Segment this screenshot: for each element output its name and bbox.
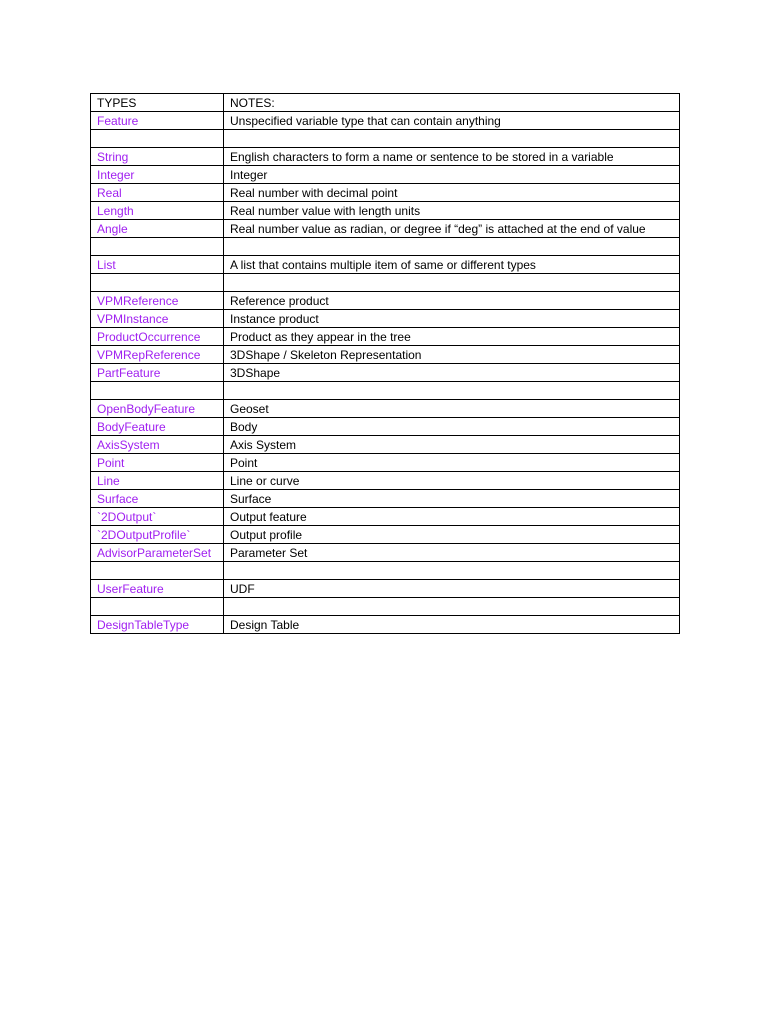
- type-name-cell: VPMReference: [91, 292, 224, 310]
- table-row: [91, 292, 680, 310]
- type-note-cell: Parameter Set: [224, 544, 680, 562]
- type-note-cell: Surface: [224, 490, 680, 508]
- type-note-cell: Reference product: [224, 292, 680, 310]
- type-name-cell: List: [91, 256, 224, 274]
- table-row: [91, 184, 680, 202]
- type-name-cell: [91, 562, 224, 580]
- table-row: [91, 508, 680, 526]
- type-name-cell: [91, 598, 224, 616]
- table-row: [91, 238, 680, 256]
- type-note-cell: 3DShape: [224, 364, 680, 382]
- table-row: [91, 616, 680, 634]
- table-row: [91, 490, 680, 508]
- table-row: [91, 454, 680, 472]
- type-name-cell: `2DOutput`: [91, 508, 224, 526]
- type-name-cell: VPMInstance: [91, 310, 224, 328]
- type-name-cell: OpenBodyFeature: [91, 400, 224, 418]
- type-name-cell: UserFeature: [91, 580, 224, 598]
- type-note-cell: A list that contains multiple item of same or different types: [224, 256, 680, 274]
- type-note-cell: Design Table: [224, 616, 680, 634]
- table-row: [91, 472, 680, 490]
- type-name-cell: AxisSystem: [91, 436, 224, 454]
- type-note-cell: [224, 274, 680, 292]
- table-row: [91, 364, 680, 382]
- table-row: [91, 562, 680, 580]
- type-note-cell: Real number value with length units: [224, 202, 680, 220]
- type-note-cell: [224, 562, 680, 580]
- table-row: [91, 436, 680, 454]
- type-name-cell: Surface: [91, 490, 224, 508]
- table-row: [91, 220, 680, 238]
- table-row: [91, 166, 680, 184]
- table-row: [91, 130, 680, 148]
- types-table: [90, 93, 680, 634]
- type-note-cell: Product as they appear in the tree: [224, 328, 680, 346]
- table-row: [91, 526, 680, 544]
- type-note-cell: [224, 130, 680, 148]
- type-name-cell: DesignTableType: [91, 616, 224, 634]
- type-note-cell: Instance product: [224, 310, 680, 328]
- table-row: [91, 382, 680, 400]
- table-row: [91, 580, 680, 598]
- type-note-cell: English characters to form a name or sentence to be stored in a variable: [224, 148, 680, 166]
- type-note-cell: Integer: [224, 166, 680, 184]
- table-row: [91, 418, 680, 436]
- type-name-cell: Feature: [91, 112, 224, 130]
- type-note-cell: Body: [224, 418, 680, 436]
- table-row: [91, 544, 680, 562]
- type-note-cell: Real number with decimal point: [224, 184, 680, 202]
- table-row: [91, 346, 680, 364]
- type-name-cell: [91, 382, 224, 400]
- type-name-cell: VPMRepReference: [91, 346, 224, 364]
- table-header-row: [91, 94, 680, 112]
- types-column-header: TYPES: [91, 94, 224, 112]
- type-name-cell: Length: [91, 202, 224, 220]
- table-row: [91, 274, 680, 292]
- table-row: [91, 328, 680, 346]
- type-note-cell: Axis System: [224, 436, 680, 454]
- type-name-cell: ProductOccurrence: [91, 328, 224, 346]
- type-note-cell: Unspecified variable type that can contain anything: [224, 112, 680, 130]
- type-name-cell: Line: [91, 472, 224, 490]
- type-name-cell: [91, 274, 224, 292]
- type-name-cell: PartFeature: [91, 364, 224, 382]
- table-row: [91, 598, 680, 616]
- type-name-cell: Real: [91, 184, 224, 202]
- type-note-cell: [224, 598, 680, 616]
- table-row: [91, 202, 680, 220]
- type-note-cell: Real number value as radian, or degree if “deg” is attached at the end of value: [224, 220, 680, 238]
- type-name-cell: Point: [91, 454, 224, 472]
- table-row: [91, 310, 680, 328]
- type-note-cell: Point: [224, 454, 680, 472]
- type-note-cell: UDF: [224, 580, 680, 598]
- type-note-cell: Output feature: [224, 508, 680, 526]
- type-note-cell: [224, 382, 680, 400]
- table-row: [91, 256, 680, 274]
- type-note-cell: [224, 238, 680, 256]
- table-row: [91, 112, 680, 130]
- type-name-cell: Angle: [91, 220, 224, 238]
- type-note-cell: Output profile: [224, 526, 680, 544]
- type-name-cell: [91, 238, 224, 256]
- type-name-cell: `2DOutputProfile`: [91, 526, 224, 544]
- table-row: [91, 148, 680, 166]
- type-name-cell: [91, 130, 224, 148]
- types-table-body: [91, 94, 680, 634]
- type-note-cell: Geoset: [224, 400, 680, 418]
- table-row: [91, 400, 680, 418]
- type-name-cell: BodyFeature: [91, 418, 224, 436]
- type-note-cell: 3DShape / Skeleton Representation: [224, 346, 680, 364]
- type-name-cell: Integer: [91, 166, 224, 184]
- type-name-cell: AdvisorParameterSet: [91, 544, 224, 562]
- type-name-cell: String: [91, 148, 224, 166]
- notes-column-header: NOTES:: [224, 94, 680, 112]
- type-note-cell: Line or curve: [224, 472, 680, 490]
